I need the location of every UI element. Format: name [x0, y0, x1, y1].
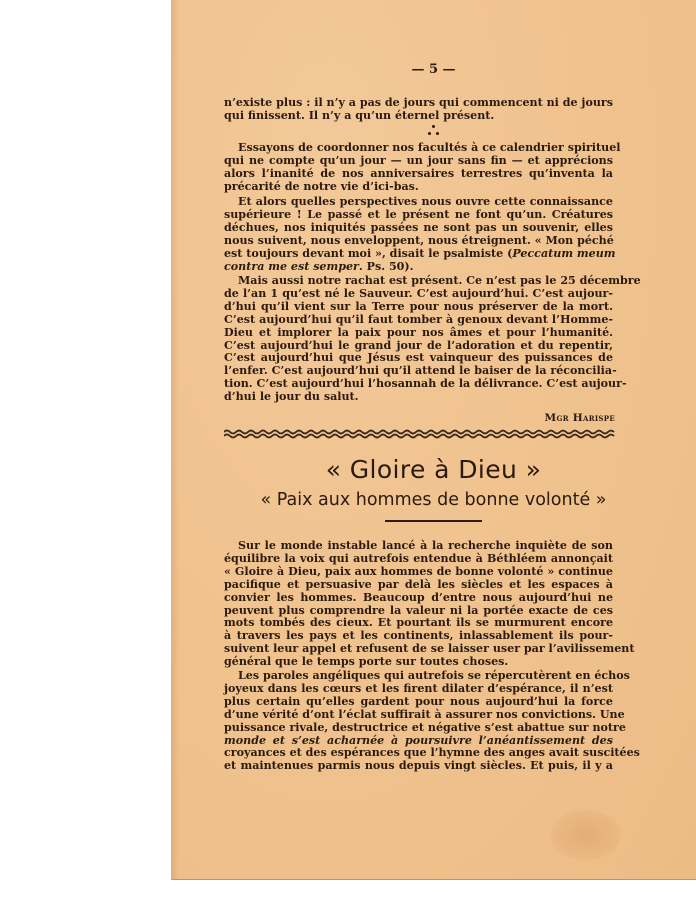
text-line: C’est aujourd’hui qu’il faut tomber à genoux devant l’Homme-	[224, 312, 613, 326]
text-line: suivent leur appel et refusent de se laisser user par l’avilissement	[224, 642, 635, 656]
text-line: Mais aussi notre rachat est présent. Ce n’est pas le 25 décembre	[238, 274, 641, 287]
italic-text: monde et s’est acharnée à poursuivre l’anéantissement des	[224, 733, 613, 747]
document-page	[171, 0, 696, 880]
text-line: n’existe plus : il n’y a pas de jours qui commencent ni de jours	[224, 96, 613, 109]
text-line: d’hui le jour du salut.	[224, 390, 359, 404]
text-line: plus certain qu’elles gardent pour nous aujourd’hui la force	[224, 694, 613, 708]
text-line: Dieu et implorer la paix pour nos âmes et pour l’humanité.	[224, 325, 613, 339]
text-line: peuvent plus comprendre la valeur ni la portée exacte de ces	[224, 603, 613, 617]
article-title: « Gloire à Dieu »	[325, 455, 542, 484]
text-line: mots tombés des cieux. Et pourtant ils se murmurent encore	[224, 616, 613, 630]
author-signature: Mgr Harispe	[544, 412, 615, 424]
text-line: convier les hommes. Beaucoup d’entre nous aujourd’hui ne	[224, 590, 613, 604]
latin-quote: Peccatum meum	[512, 246, 616, 260]
text-line: supérieure ! Le passé et le présent ne font qu’un. Créatures	[224, 207, 613, 221]
page-number: — 5 —	[411, 62, 456, 77]
title-underline-rule	[385, 520, 482, 522]
text-line: « Gloire à Dieu, paix aux hommes de bonne volonté » continue	[224, 564, 613, 578]
latin-quote: contra me est semper	[224, 259, 359, 273]
paragraph-calendar	[224, 141, 621, 194]
text-line: Les paroles angéliques qui autrefois se répercutèrent en échos	[238, 669, 630, 682]
article-paragraph-2	[224, 669, 640, 773]
text-line: C’est aujourd’hui que Jésus est vainqueur des puissances de	[224, 351, 613, 365]
text-line: joyeux dans les cœurs et les firent dilater d’espérance, il n’est	[224, 681, 613, 695]
text-line: croyances et des espérances que l’hymne des anges avait suscitées	[224, 746, 640, 760]
text-line: à travers les pays et les continents, inlassablement ils pour-	[224, 629, 613, 643]
text-line: nous suivent, nous enveloppent, nous étreignent. « Mon péché	[224, 233, 614, 247]
text-line: déchues, nos iniquités passées ne sont pas un souvenir, elles	[224, 220, 613, 234]
text-line	[224, 261, 613, 274]
text-line: qui ne compte qu’un jour — un jour sans fin — et apprécions	[224, 153, 613, 167]
article-subtitle: « Paix aux hommes de bonne volonté »	[260, 490, 607, 510]
text-line: général que le temps porte sur toutes choses.	[224, 655, 509, 669]
text-line: et maintenues parmis nous depuis vingt siècles. Et puis, il y a	[224, 759, 613, 773]
text-line: pacifique et persuasive par delà les siècles et les espaces à	[224, 577, 613, 591]
text-line: C’est aujourd’hui le grand jour de l’adoration et du repentir,	[224, 338, 613, 352]
continuation-paragraph	[224, 97, 613, 123]
text-segment: est toujours devant moi », disait le psalmiste (	[224, 246, 513, 260]
text-segment: . Ps. 50).	[358, 259, 414, 273]
text-line: tion. C’est aujourd’hui l’hosannah de la délivrance. C’est aujour-	[224, 377, 627, 391]
text-line: Sur le monde instable lancé à la recherche inquiète de son	[238, 539, 613, 552]
asterism-separator	[171, 123, 696, 139]
text-line: équilibre la voix qui autrefois entendue à Béthléem annonçait	[224, 551, 613, 565]
article-paragraph-1	[224, 539, 635, 669]
text-line: d’hui qu’il vient sur la Terre pour nous préserver de la mort.	[224, 299, 613, 313]
paragraph-perspectives	[224, 195, 616, 273]
text-line: puissance rivale, destructrice et négative s’est abattue sur notre	[224, 720, 626, 734]
text-line: de l’an 1 qu’est né le Sauveur. C’est aujourd’hui. C’est aujour-	[224, 286, 613, 300]
text-line: l’enfer. C’est aujourd’hui qu’il attend le baiser de la réconcilia-	[224, 364, 617, 378]
text-line: Essayons de coordonner nos facultés à ce calendrier spirituel	[238, 141, 621, 154]
text-line: Et alors quelles perspectives nous ouvre cette connaissance	[238, 195, 613, 208]
wavy-separator	[224, 429, 616, 439]
paragraph-rachat	[224, 274, 641, 404]
text-line: alors l’inanité de nos anniversaires terrestres qu’inventa la	[224, 166, 613, 180]
text-line: qui finissent. Il n’y a qu’un éternel présent.	[224, 108, 495, 122]
text-line: d’une vérité d’ont l’éclat suffirait à assurer nos convictions. Une	[224, 707, 625, 721]
text-line: précarité de notre vie d’ici-bas.	[224, 179, 419, 193]
paper-stain	[551, 810, 621, 860]
